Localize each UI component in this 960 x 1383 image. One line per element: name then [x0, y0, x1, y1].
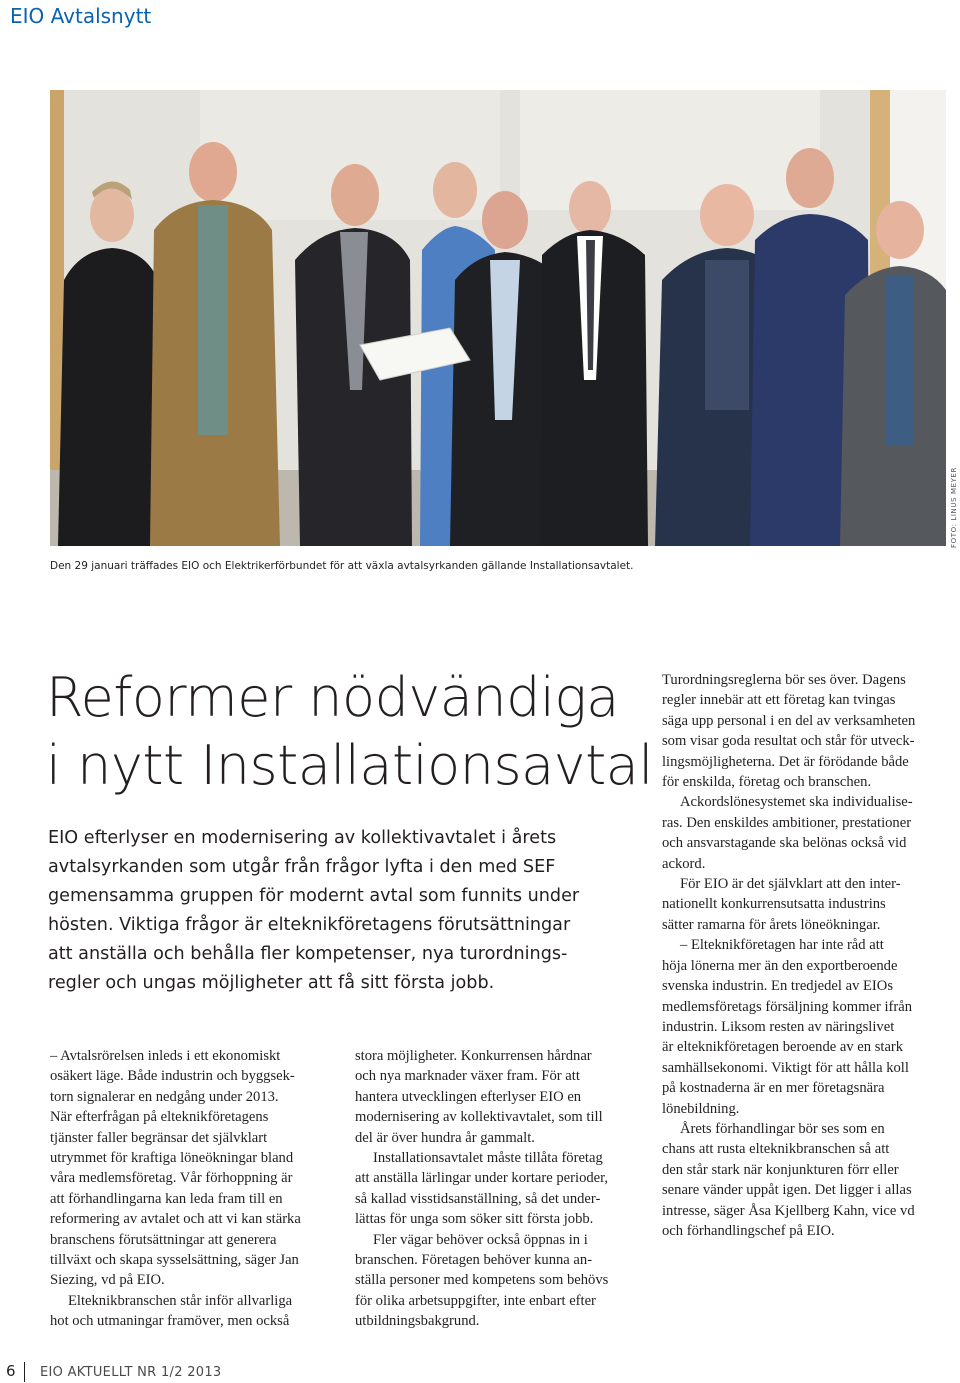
body-line: för enskilda, företag och branschen. — [662, 774, 872, 791]
body-line: tillväxt och skapa sysselsättning, säger Jan — [50, 1252, 299, 1269]
body-line: hot och utmaningar framöver, men också — [50, 1313, 290, 1330]
body-line: branschens förutsättningar att generera — [50, 1231, 277, 1248]
body-line: chans att rusta elteknikbranschen så att — [662, 1141, 890, 1158]
body-line: – Elteknikföretagen har inte råd att — [680, 937, 884, 954]
body-line: sätter ramarna för årets löneökningar. — [662, 916, 881, 933]
body-column-1 — [50, 1046, 340, 1332]
body-line: utrymmet för kraftiga löneökningar bland — [50, 1150, 294, 1167]
lead-line: att anställa och behålla fler kompetenser, nya turordnings- — [48, 944, 568, 964]
body-line: Fler vägar behöver också öppnas in i — [373, 1231, 588, 1248]
body-line: svenska industrin. En tredjedel av EIOs — [662, 978, 894, 995]
lead-line: gemensamma gruppen för modernt avtal som funnits under — [48, 886, 580, 906]
publication-name: EIO AKTUELLT NR 1/2 2013 — [40, 1365, 222, 1380]
body-column-2 — [355, 1046, 645, 1332]
body-line: nationellt konkurrensutsatta industrins — [662, 896, 886, 913]
lead-line: hösten. Viktiga frågor är elteknikföretagens förutsättningar — [48, 915, 571, 935]
body-column-3 — [662, 670, 952, 1241]
footer-divider — [24, 1362, 25, 1382]
body-line: och ansvarstagande ska belönas också vid — [662, 835, 907, 852]
body-line: tjänster faller begränsar det självklart — [50, 1129, 268, 1146]
body-line: reformering av avtalet och att vi kan stärka — [50, 1211, 301, 1228]
body-line: lönebildning. — [662, 1100, 740, 1117]
body-line: För EIO är det självklart att den inter- — [680, 876, 901, 893]
photo-caption: Den 29 januari träffades EIO och Elektrikerförbundet för att växla avtalsyrkanden gällande Installationsavtalet. — [50, 560, 634, 572]
body-line: utbildningsbakgrund. — [355, 1313, 480, 1330]
body-line: säga upp personal i en del av verksamheten — [662, 712, 916, 729]
body-line: hantera utvecklingen efterlyser EIO en — [355, 1088, 582, 1105]
headline-line: i nytt Installationsavtal — [46, 734, 653, 797]
body-line: modernisering av kollektivavtalet, som till — [355, 1109, 603, 1126]
body-line: så kallad visstidsanställning, så det under- — [355, 1190, 601, 1207]
body-line: på kostnaderna är en mer företagsnära — [662, 1080, 885, 1097]
body-line: ackord. — [662, 855, 706, 872]
body-line: Ackordslönesystemet ska individualise- — [680, 794, 913, 811]
lead-line: EIO efterlyser en modernisering av kollektivavtalet i årets — [48, 828, 557, 848]
body-line: lättas för unga som söker sitt första jobb. — [355, 1211, 594, 1228]
body-line: Installationsavtalet måste tillåta företag — [373, 1150, 603, 1167]
body-line: medlemsföretags försäljning kommer ifrån — [662, 998, 913, 1015]
body-line: höja lönerna mer än den exportberoende — [662, 957, 898, 974]
headline-line: Reformer nödvändiga — [46, 666, 619, 729]
body-line: att förhandlingarna kan leda fram till en — [50, 1190, 283, 1207]
lead-line: regler och ungas möjligheter att få sitt första jobb. — [48, 973, 495, 993]
body-line: När efterfrågan på elteknikföretagens — [50, 1109, 269, 1126]
body-line: och nya marknader växer fram. För att — [355, 1068, 580, 1085]
section-label: EIO Avtalsnytt — [10, 4, 152, 28]
body-line: Elteknikbranschen står inför allvarliga — [68, 1292, 293, 1309]
body-line: den står stark när konjunkturen förr eller — [662, 1161, 899, 1178]
body-line: Siezing, vd på EIO. — [50, 1272, 165, 1289]
body-line: är elteknikföretagen beroende av en stark — [662, 1039, 904, 1056]
headline — [46, 664, 653, 800]
article-photo — [50, 90, 946, 546]
body-line: ställa personer med kompetens som behövs — [355, 1272, 609, 1289]
body-line: Årets förhandlingar bör ses som en — [680, 1120, 885, 1137]
body-line: intresse, säger Åsa Kjellberg Kahn, vice vd — [662, 1202, 915, 1219]
page-number: 6 — [6, 1362, 16, 1380]
body-line: Turordningsreglerna bör ses över. Dagens — [662, 672, 906, 688]
body-line: senare vänder uppåt igen. Det ligger i allas — [662, 1182, 912, 1199]
body-line: för olika arbetsuppgifter, inte enbart efter — [355, 1292, 596, 1309]
body-line: att anställa lärlingar under kortare perioder, — [355, 1170, 609, 1187]
body-line: regler innebär att ett företag kan tvingas — [662, 692, 896, 709]
body-line: som visar goda resultat och står för utveck- — [662, 733, 915, 750]
body-line: stora möjligheter. Konkurrensen hårdnar — [355, 1048, 592, 1064]
lead-line: avtalsyrkanden som utgår från frågor lyfta i den med SEF — [48, 857, 556, 877]
body-line: del är över hundra år gammalt. — [355, 1129, 535, 1146]
body-line: samhällsekonomi. Viktigt för att hålla koll — [662, 1059, 909, 1076]
lead-paragraph — [48, 824, 638, 998]
body-line: torn signalerar en nedgång under 2013. — [50, 1088, 279, 1105]
body-line: och förhandlingschef på EIO. — [662, 1222, 835, 1239]
body-line: våra medlemsföretag. Vår förhoppning är — [50, 1170, 293, 1187]
body-line: lingsmöjligheterna. Det är förödande både — [662, 753, 909, 770]
body-line: ras. Den enskildes ambitioner, prestationer — [662, 814, 912, 831]
photo-credit: FOTO: LINUS MEYER — [950, 467, 958, 548]
body-line: – Avtalsrörelsen inleds i ett ekonomiskt — [50, 1048, 281, 1064]
body-line: industrin. Liksom resten av näringslivet — [662, 1018, 895, 1035]
body-line: osäkert läge. Både industrin och byggsek- — [50, 1068, 295, 1085]
body-line: branschen. Företagen behöver kunna an- — [355, 1252, 593, 1269]
